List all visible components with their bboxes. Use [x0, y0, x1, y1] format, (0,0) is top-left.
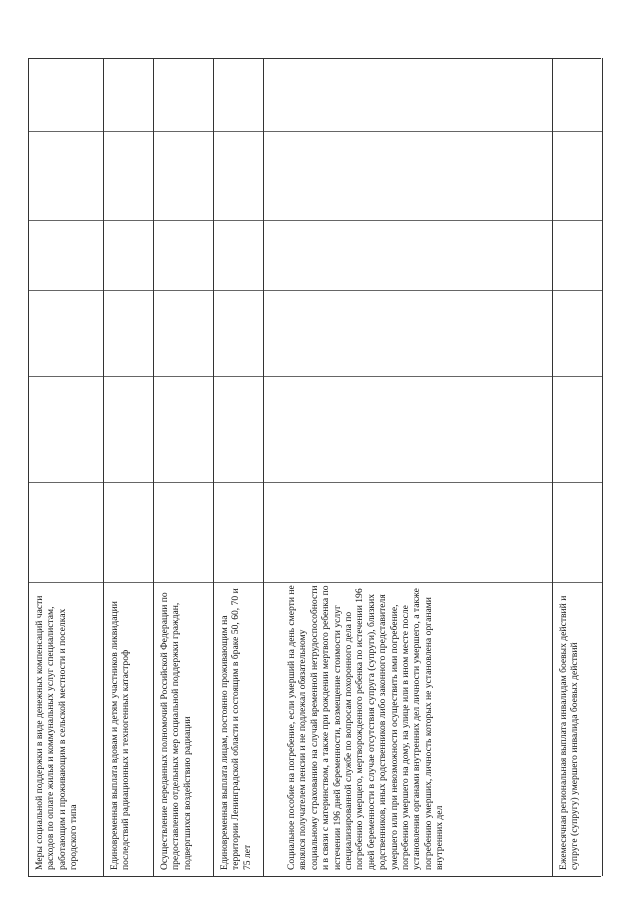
cell-divider — [553, 290, 602, 291]
cell-divider — [29, 220, 104, 221]
cell-divider — [553, 131, 602, 132]
cell-divider — [29, 482, 104, 483]
table-row — [552, 58, 603, 876]
cell-divider — [264, 220, 553, 221]
cell-divider — [154, 131, 214, 132]
cell-divider — [104, 582, 154, 583]
cell-divider — [104, 482, 154, 483]
cell-divider — [154, 582, 214, 583]
row-description: Социальное пособие на погребение, если умерший на день смерти не являлся получателем пенсии и не подлежал обязательному социальному страхованию на случай временной нетрудоспособности и в связи с материнством, а также при рождении мертвого ребенка по истечении 196 дней беременности, возмещение стоимости услуг специализированной службе по вопросам похоронного дела по погребению умерщего, мертворожденного ребенка по истечении 196 дней беременности в случае отсутствия супруга (супруги), близких родственников, иных родственников либо законного представителя умершего или при невозможности осуществить ими погребение, погребению умершего на дому, на улице или в ином месте после установления органами внутренних дел личности умершего, а также погребению умерших, личность которых не установлена органами внутренних дел — [286, 585, 446, 870]
cell-divider — [154, 220, 214, 221]
cell-divider — [553, 376, 602, 377]
table-row — [263, 58, 553, 876]
cell-divider — [214, 482, 264, 483]
row-description: Ежемесячная региональная выплата инвалидам боевых действий и супруге (супругу) умершего инвалида боевых действий — [558, 595, 581, 870]
cell-divider — [264, 376, 553, 377]
cell-divider — [553, 482, 602, 483]
cell-divider — [154, 376, 214, 377]
cell-divider — [214, 131, 264, 132]
table-row — [28, 58, 104, 876]
cell-divider — [29, 131, 104, 132]
cell-divider — [214, 582, 264, 583]
cell-divider — [264, 582, 553, 583]
cell-divider — [154, 290, 214, 291]
table-row — [213, 58, 264, 876]
cell-divider — [29, 582, 104, 583]
cell-divider — [214, 376, 264, 377]
cell-divider — [264, 131, 553, 132]
cell-divider — [104, 220, 154, 221]
cell-divider — [214, 290, 264, 291]
row-description: Единовременная выплата лицам, постоянно проживающим на территории Ленинградской области и состоящим в браке 50, 60, 70 и 75 лет — [219, 588, 253, 870]
row-description: Осуществление переданных полномочий Российской Федерации по предоставлению отдельных мер социальной поддержки граждан, подвергшихся воздействию радиации — [159, 592, 193, 870]
table-bottom-border — [28, 876, 601, 877]
cell-divider — [264, 482, 553, 483]
cell-divider — [29, 290, 104, 291]
cell-divider — [214, 220, 264, 221]
cell-divider — [553, 220, 602, 221]
table-row — [103, 58, 154, 876]
row-description: Меры социальной поддержки в виде денежных компенсаций части расходов по оплате жилья и коммунальных услуг специалистам, работающим и проживающим в сельской местности и поселках городского типа — [34, 595, 80, 870]
cell-divider — [104, 290, 154, 291]
cell-divider — [104, 131, 154, 132]
cell-divider — [154, 482, 214, 483]
cell-divider — [553, 582, 602, 583]
row-description: Единовременная выплата вдовам и детям участников ликвидации последствий радиационных и техногенных катастроф — [109, 601, 132, 870]
cell-divider — [264, 290, 553, 291]
table-row — [153, 58, 214, 876]
cell-divider — [29, 376, 104, 377]
cell-divider — [104, 376, 154, 377]
